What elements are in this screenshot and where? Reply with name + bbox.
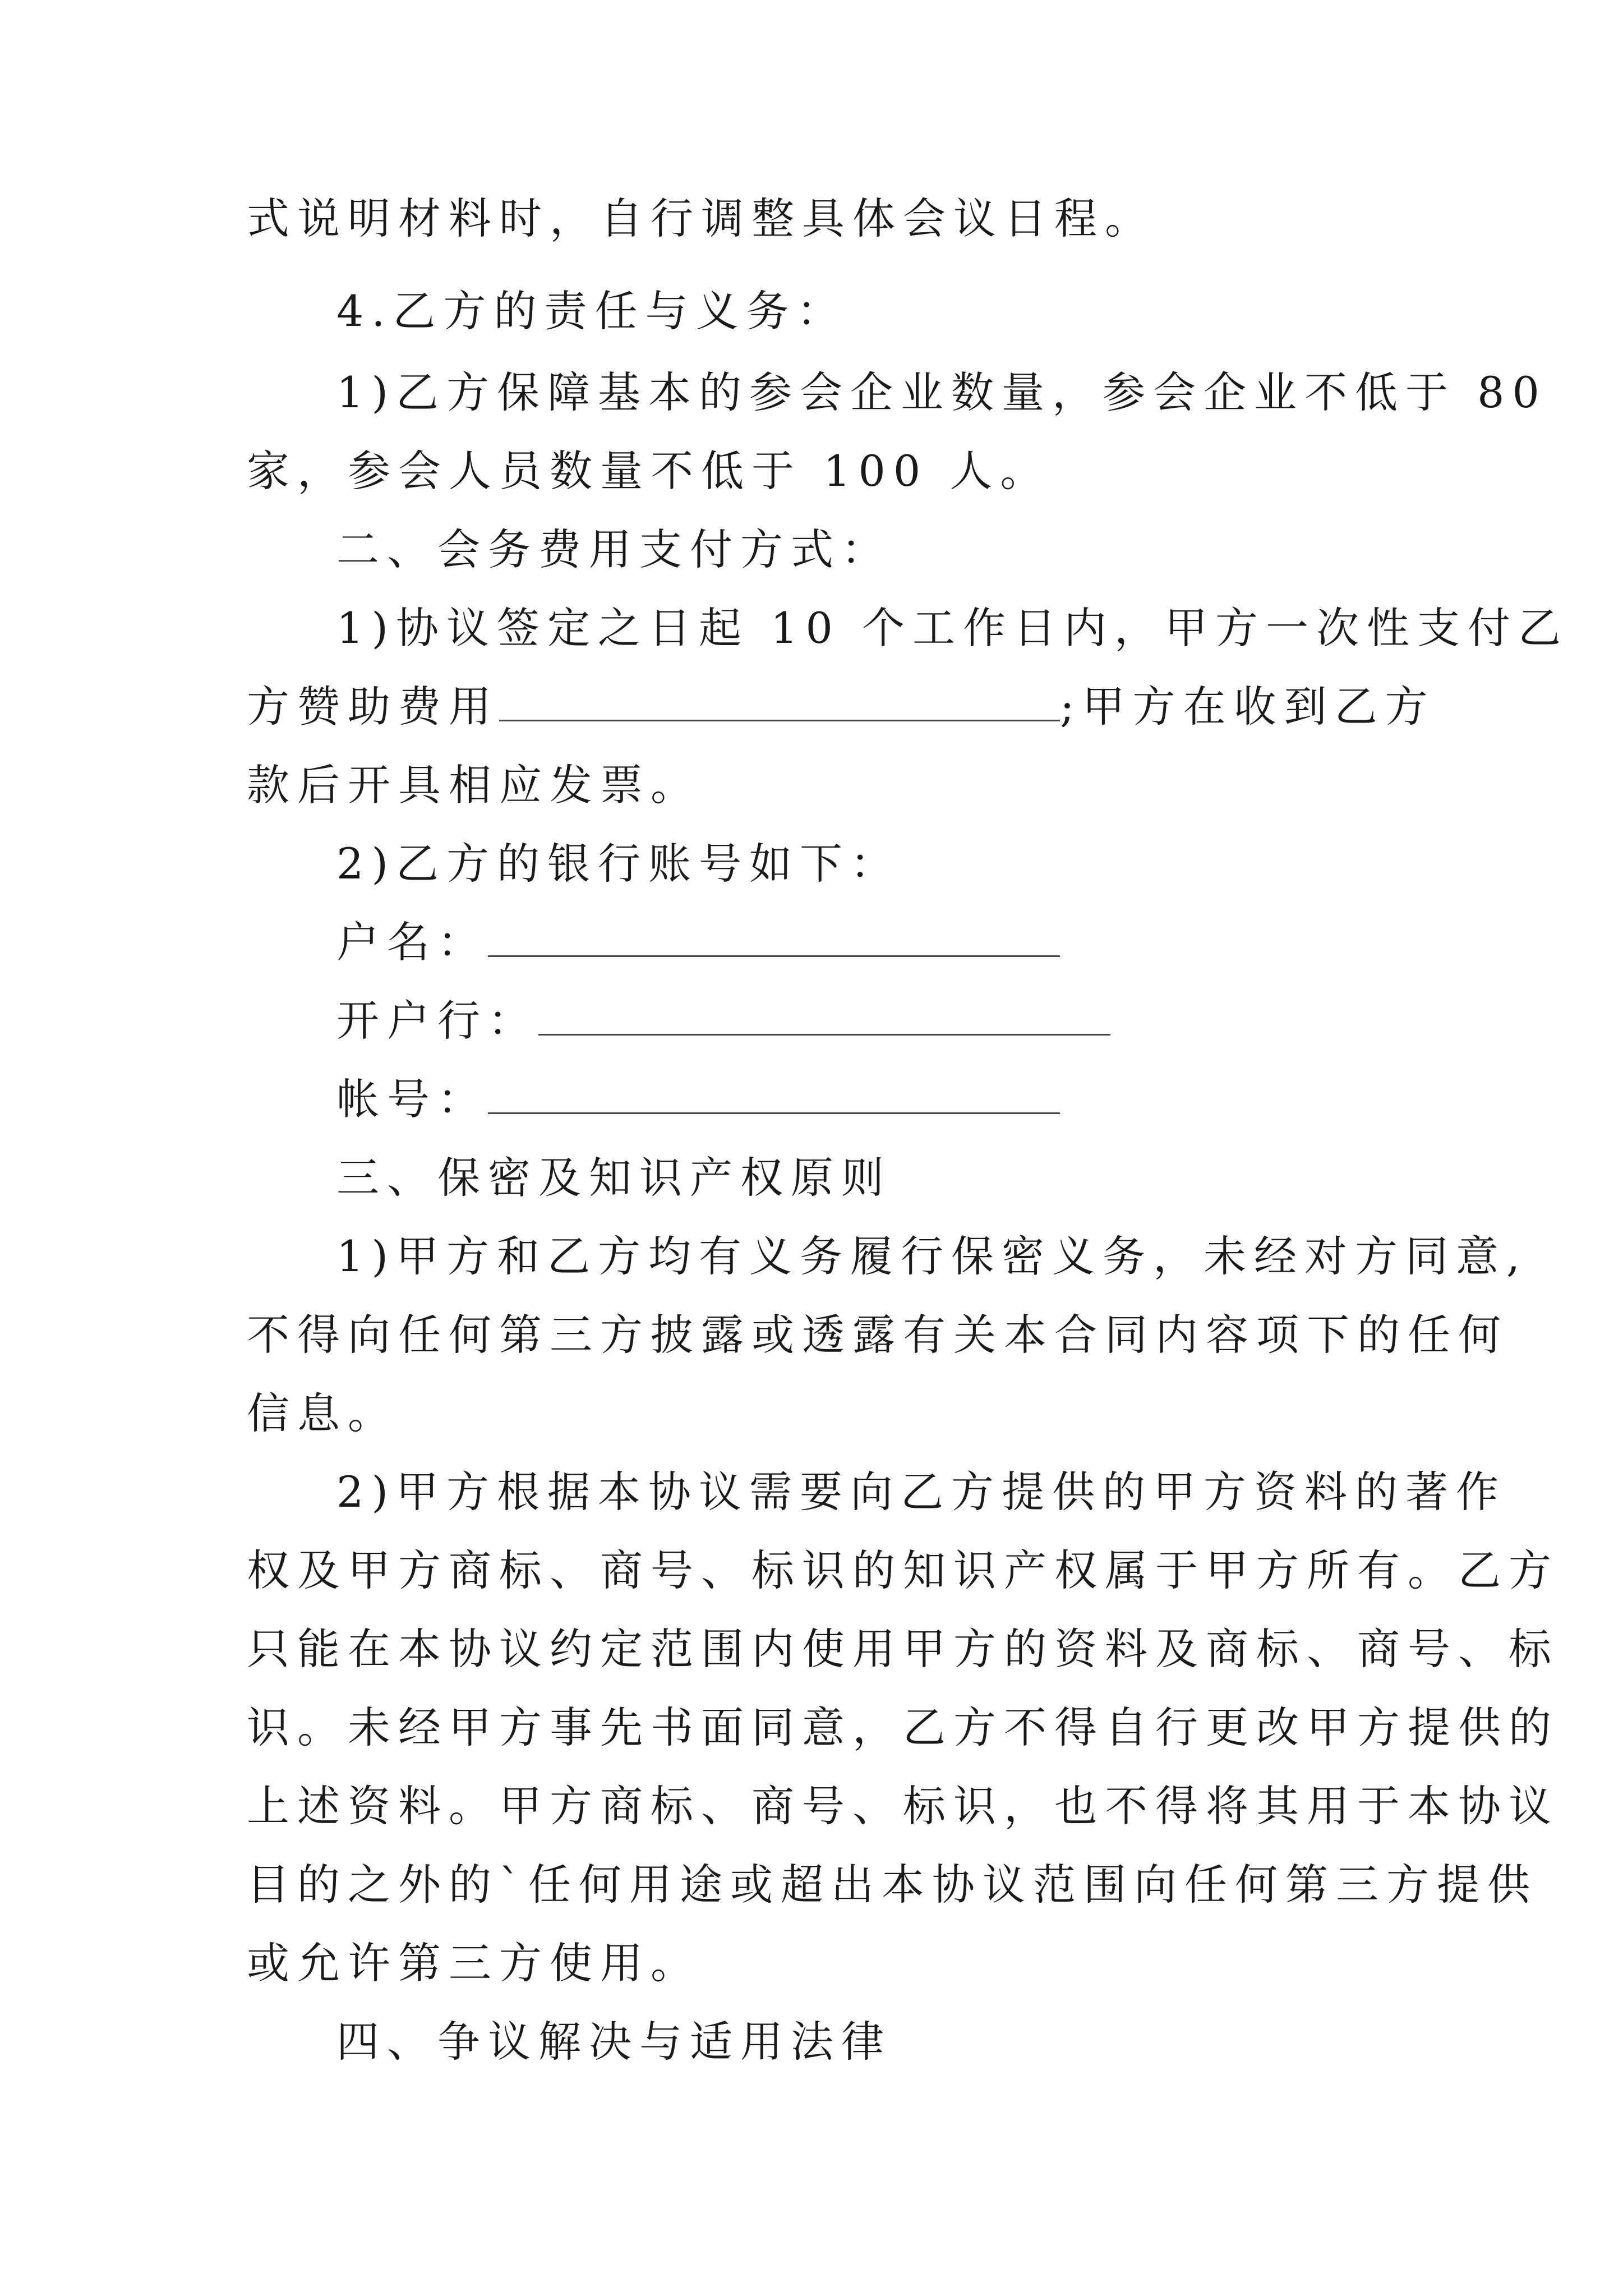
account-number-blank[interactable] (488, 1073, 1060, 1114)
text-line: 或允许第三方使用。 (247, 1938, 701, 1988)
text-line (247, 679, 1436, 735)
section-heading: 4.乙方的责任与义务： (336, 286, 847, 336)
account-number-label: 帐号： (336, 1074, 488, 1124)
section-heading: 四、争议解决与适用法律 (336, 2017, 892, 2067)
text-line: 2)甲方根据本协议需要向乙方提供的甲方资料的著作 (336, 1467, 1507, 1517)
section-heading: 二、会务费用支付方式： (336, 524, 892, 574)
fee-blank[interactable] (499, 680, 1060, 721)
bank-label: 开户行： (336, 996, 538, 1046)
text-line: 1)甲方和乙方均有义务履行保密义务，未经对方同意, (336, 1231, 1528, 1281)
text-line: 上述资料。甲方商标、商号、标识，也不得将其用于本协议 (247, 1781, 1559, 1831)
account-name-blank[interactable] (488, 916, 1060, 957)
account-number-line (336, 1071, 1060, 1128)
account-name-label: 户名： (336, 917, 488, 967)
text-line: 目的之外的`任何用途或超出本协议范围向任何第三方提供 (247, 1860, 1538, 1910)
text-line: 识。未经甲方事先书面同意，乙方不得自行更改甲方提供的 (247, 1703, 1559, 1752)
text-line: 权及甲方商标、商号、标识的知识产权属于甲方所有。乙方 (247, 1545, 1559, 1595)
fee-suffix: ;甲方在收到乙方 (1060, 682, 1436, 731)
bank-line (336, 993, 1110, 1049)
bank-blank[interactable] (538, 995, 1110, 1036)
text-line: 式说明材料时，自行调整具体会议日程。 (247, 194, 1155, 243)
text-line: 只能在本协议约定范围内使用甲方的资料及商标、商号、标 (247, 1624, 1559, 1674)
text-line: 1)协议签定之日起 10 个工作日内，甲方一次性支付乙 (336, 603, 1569, 653)
text-line: 信息。 (247, 1388, 398, 1438)
fee-label: 方赞助费用 (247, 682, 499, 731)
text-line: 款后开具相应发票。 (247, 760, 701, 810)
account-name-line (336, 914, 1060, 970)
text-line: 2)乙方的银行账号如下： (336, 839, 901, 889)
text-line: 1)乙方保障基本的参会企业数量，参会企业不低于 80 (336, 367, 1547, 417)
text-line: 不得向任何第三方披露或透露有关本合同内容项下的任何 (247, 1310, 1509, 1360)
section-heading: 三、保密及知识产权原则 (336, 1153, 892, 1203)
text-line: 家，参会人员数量不低于 100 人。 (247, 446, 1051, 496)
